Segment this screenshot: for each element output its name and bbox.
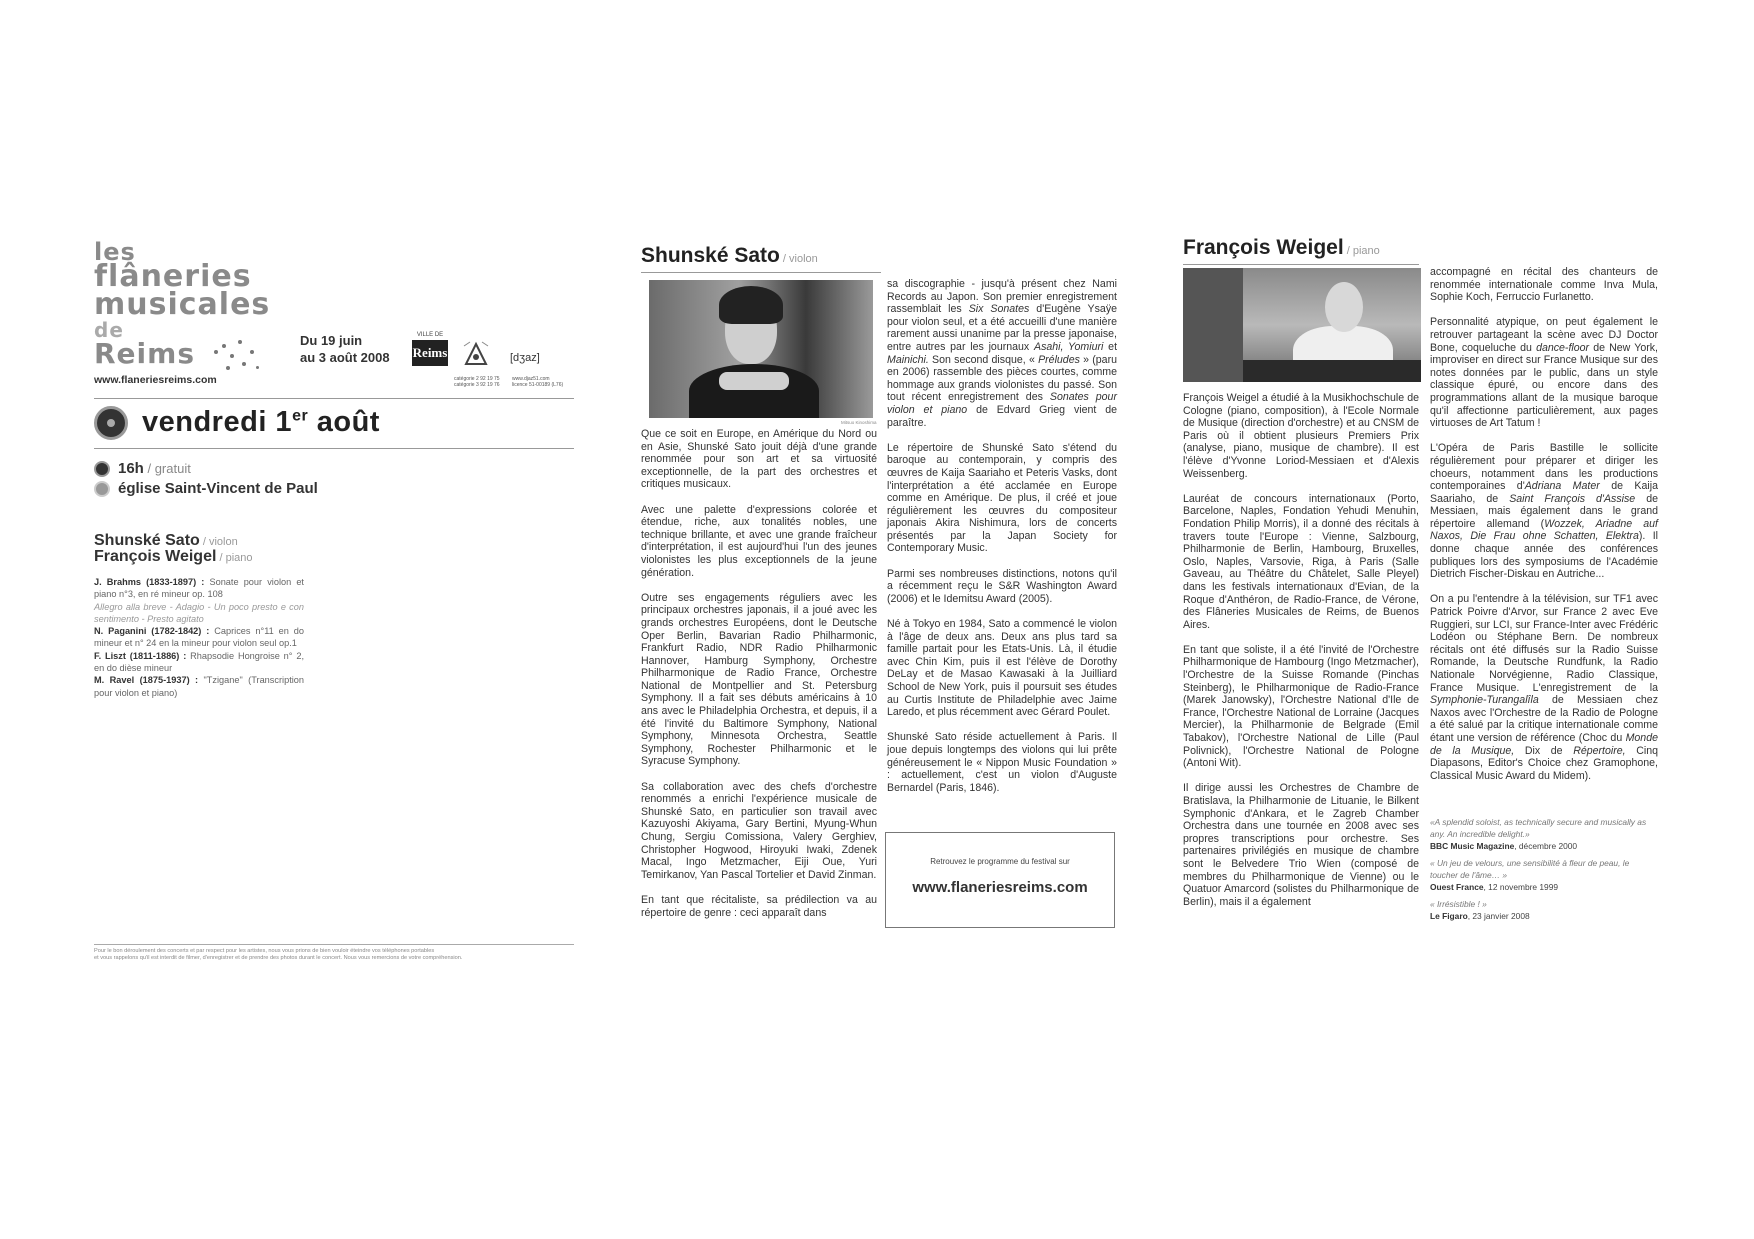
concert-day: vendredi 1	[142, 406, 293, 438]
quote-date: , 12 novembre 1999	[1483, 882, 1559, 892]
footer-divider	[94, 944, 574, 945]
performer-role: / violon	[199, 536, 238, 548]
bio-paragraph: Sa collaboration avec des chefs d'orchestre renommés a enrichi l'expérience musicale de Shunské Sato, en particulier son travail avec Kazuyoshi Akiyama, Gary Bertini, Myung-Whun Chung, Sergiu Comissiona, Valery Gerghiev, Christopher Hogwood, Hiroyuki Iwaki, Zdenek Macal, Ingo Metzmacher, Eiji Oue, Yuri Temirkanov, Yan Pascal Tortelier et David Zinman.	[641, 780, 877, 881]
programme-list	[94, 576, 304, 699]
bio-paragraph: Parmi ses nombreuses distinctions, notons qu'il a récemment reçu le S&R Washington Award (2006) et le Idemitsu Award (2005).	[887, 567, 1117, 605]
record-disc-icon	[94, 406, 128, 440]
title-divider	[641, 272, 881, 273]
time-bullet-icon	[94, 461, 110, 477]
work-title: Sonate pour violon et piano n°3, en ré mineur op. 108	[94, 577, 304, 600]
performer-weigel	[94, 548, 253, 566]
quote-date: , décembre 2000	[1514, 841, 1578, 851]
sato-column-2	[887, 278, 1117, 807]
work-movements: Allegro alla breve - Adagio - Un poco presto e con sentimento - Presto agitato	[94, 601, 304, 624]
logo-word-musicales: musicales	[94, 287, 271, 322]
bio-paragraph: François Weigel a étudié à la Musikhochschule de Cologne (piano, composition), à l'Ecole Normale de Musique (direction d'orchestre) et au CNSM de Paris où il obtient plusieurs Premiers Prix (analyse, piano, musique de chambre). Il est l'élève d'Yvonne Loriod-Messiaen et d'Alexis Weissenberg.	[1183, 392, 1419, 480]
ville-logo-name: Reims	[412, 340, 448, 366]
concert-programme-panel	[94, 240, 574, 960]
ville-logo-top: VILLE DE	[416, 332, 444, 338]
press-quote	[1430, 816, 1658, 852]
bio-paragraph: Avec une palette d'expressions colorée et étendue, riche, aux tonalités nobles, une technique brillante, et avec une grande fraîcheur d'interprétation, il est aujourd'hui l'un des jeunes violonistes les plus exceptionnels de la jeune génération.	[641, 503, 877, 579]
bio-paragraph: Né à Tokyo en 1984, Sato a commencé le violon à l'âge de deux ans. Deux ans plus tard sa famille partait pour les Etats-Unis. Là, il étudie avec Chin Kim, puis il est l'élève de Dorothy DeLay et de Masao Kawasaki à la Juilliard School de New York, puis il poursuit ses études au Curtis Institute de Philadelphie avec Jaime Laredo, et plus récemment avec Gérard Poulet.	[887, 618, 1117, 719]
promo-label: Retrouvez le programme du festival sur	[930, 857, 1070, 866]
press-quote	[1430, 857, 1658, 893]
arts-emblem-icon	[462, 340, 490, 368]
place-bullet-icon	[94, 481, 110, 497]
weigel-column-1	[1183, 392, 1419, 921]
concert-time: 16h	[118, 460, 144, 477]
sato-column-1	[641, 428, 877, 932]
weigel-column-2	[1430, 266, 1658, 795]
concert-price: / gratuit	[143, 461, 191, 476]
composer: J. Brahms (1833-1897) :	[94, 577, 205, 587]
quote-date: , 23 janvier 2008	[1467, 911, 1530, 921]
photo-credit: Mitsuo Kinoshima	[841, 420, 877, 425]
bio-paragraph: Que ce soit en Europe, en Amérique du Nord ou en Asie, Shunské Sato jouit déjà d'une grande renommée pour son art et sa virtuosité exceptionnelle, de la part des orchestres et critiques musicaux.	[641, 428, 877, 491]
press-quotes	[1430, 816, 1658, 927]
festival-dates	[300, 332, 390, 366]
concert-place: église Saint-Vincent de Paul	[118, 480, 318, 497]
concert-month: août	[308, 406, 380, 438]
performer-role: / piano	[216, 552, 253, 564]
concert-day-suffix: er	[292, 407, 309, 425]
programme-item	[94, 576, 304, 625]
notice-line: et vous rappelons qu'il est interdit de filmer, d'enregistrer et de prendre des photos durant le concert. Nous vous remercions de votre compréhension.	[94, 955, 463, 961]
title-divider	[1183, 264, 1419, 265]
programme-item	[94, 674, 304, 699]
logo-dots-decoration	[212, 336, 262, 376]
logo-word-de: de	[94, 318, 124, 342]
artist-role: / piano	[1343, 245, 1380, 257]
promo-url-link[interactable]: www.flaneriesreims.com	[912, 879, 1088, 896]
bio-paragraph: Outre ses engagements réguliers avec les principaux orchestres japonais, il a joué avec les grands orchestres Européens, dont le Deutsche Oper Berlin, Bavarian Radio Philharmonic, Frankfurt Radio, NDR Radio Philharmonic Hannover, Hamburg Symphony, Orchestre Philharmonique de Radio France, Orchestre National de Montpellier and St. Petersburg Symphony. Il a fait ses débuts américains à 10 ans avec le Philadelphia Orchestra, et depuis, il a été l'invité du Baltimore Symphony, National Symphony, Minnesota Orchestra, Seattle Symphony, Rochester Philharmonic et le Syracuse Symphony.	[641, 591, 877, 768]
sato-portrait-photo	[649, 280, 873, 418]
bio-paragraph: L'Opéra de Paris Bastille le sollicite régulièrement pour préparer et diriger les choeurs, notamment dans les productions contemporaines d'Adriana Mater de Kaija Saariaho, de Saint François d'Assise de Messiaen, mais également dans le grand répertoire allemand (Wozzek, Ariadne auf Naxos, Die Frau ohne Schatten, Elektra). Il donne chaque année des conférences publiques lors des symposiums de l'Académie Dietrich Fischer-Diskau en Autriche...	[1430, 442, 1658, 581]
artist-name: François Weigel	[1183, 236, 1344, 259]
category-line: catégorie 2 92 19 75	[454, 376, 500, 382]
concert-time-row	[94, 460, 191, 478]
quote-source: BBC Music Magazine	[1430, 841, 1515, 851]
web-line: www.djaz51.com	[512, 376, 550, 382]
bio-paragraph: En tant que soliste, il a été l'invité de l'Orchestre Philharmonique de Hambourg (Ingo Metzmacher), l'Orchestre de la Suisse Romande (Pinchas Steinberg), le Philharmonique de Radio-France (Marek Janowsky), l'Orchestre National d'Ile de France, l'Orchestre National de Lorraine (Jacques Mercier), la Philharmonie de Belgrade (Emil Tabakov), l'Orchestre National de Lille (Paul Polivnick), l'Orchestre National de Pologne (Antoni Wit).	[1183, 643, 1419, 770]
programme-item	[94, 650, 304, 675]
bio-paragraph: Shunské Sato réside actuellement à Paris. Il joue depuis longtemps des violons qui lui prête généreusement le « Nippon Music Foundation » : actuellement, c'est un violon d'Auguste Bernardel (Paris, 1846).	[887, 731, 1117, 794]
bio-paragraph: On a pu l'entendre à la télévision, sur TF1 avec Patrick Poivre d'Arvor, sur France 2 avec Eve Ruggieri, sur LCI, sur France-Inter avec Frédéric Lodéon ou Stéphane Bern. De nombreux récitals ont été diffusés sur la Radio Suisse Romande, la Deutsche Rundfunk, la Radio Nationale Norvégienne, Radio Classique, France Musique. L'enregistrement de la Symphonie-Turangalîla de Messiaen chez Naxos avec l'Orchestre de la Radio de Pologne a été salué par la critique internationale comme étant une version de référence (Choc du Monde de la Musique, Dix de Répertoire, Cinq Diapasons, Editor's Choice chez Gramophone, Classical Music Award du Midem).	[1430, 593, 1658, 782]
programme-item	[94, 625, 304, 650]
artist-title-weigel	[1183, 236, 1380, 260]
phone-notice	[94, 948, 574, 962]
logo-word-reims: Reims	[94, 337, 195, 370]
sato-biography-panel	[641, 244, 1121, 944]
logo-word-flaneries: flâneries	[94, 259, 252, 294]
bio-paragraph: En tant que récitaliste, sa prédilection va au répertoire de genre : ceci apparaît dans	[641, 893, 877, 919]
artist-title-sato	[641, 244, 818, 268]
logo-word-les: les	[94, 238, 136, 266]
quote-text: « Un jeu de velours, une sensibilité à fleur de peau, le toucher de l'âme… »	[1430, 858, 1630, 880]
djaz-logo: [dʒaz]	[510, 352, 540, 364]
web-line: licence 51-00189 (L76)	[512, 382, 564, 388]
notice-line: Pour le bon déroulement des concerts et par respect pour les artistes, nous vous prions de bien vouloir éteindre vos téléphones portables	[94, 948, 435, 954]
quote-text: «A splendid soloist, as technically secure and musically as any. An incredible delight.»	[1430, 817, 1647, 839]
bio-paragraph: accompagné en récital des chanteurs de renommée internationale comme Inva Mula, Sophie Koch, Ferruccio Furlanetto.	[1430, 266, 1658, 304]
artist-role: / violon	[779, 253, 818, 265]
composer: M. Ravel (1875-1937) :	[94, 675, 199, 686]
djaz-web-info	[512, 376, 563, 388]
work-title: Caprices n°11 en do mineur et n° 24 en la mineur pour violon seul op.1	[94, 626, 304, 649]
weigel-portrait-photo	[1183, 268, 1421, 382]
bio-paragraph: Personnalité atypique, on peut également le retrouver partageant la scène avec DJ Doctor Bone, coqueluche du dance-floor de New York, improviser en direct sur France Musique sur des notes données par le public, dans un style classique épuré, ou encore dans des programmations allant de la musique baroque qu'il affectionne particulièrement, aux pages virtuoses de Art Tatum !	[1430, 316, 1658, 430]
ville-de-reims-logo	[412, 332, 448, 372]
date-divider	[94, 448, 574, 449]
concert-date	[142, 406, 380, 439]
bio-paragraph: Il dirige aussi les Orchestres de Chambre de Bratislava, la Philharmonie de Lituanie, le Bilkent Symphonic d'Ankara, et le Zagreb Chamber Orchestra dans une tournée en 2008 avec ses propres transcriptions pour orchestre. Ses partenaires privilégiés en musique de chambre sont le Belvedere Trio Wien (composé de membres du Philharmonique de Vienne) ou le Quatuor Amarcord (solistes du Philharmonique de Berlin), mais il a également	[1183, 782, 1419, 908]
category-line: catégorie 3 92 19 76	[454, 382, 500, 388]
licence-categories	[454, 376, 500, 388]
festival-url[interactable]: www.flaneriesreims.com	[94, 374, 217, 386]
work-title: Rhapsodie Hongroise n° 2, en do dièse mineur	[94, 650, 304, 674]
press-quote	[1430, 898, 1658, 922]
artist-name: Shunské Sato	[641, 244, 780, 267]
weigel-biography-panel	[1183, 236, 1663, 936]
quote-source: Ouest France	[1430, 882, 1484, 892]
composer: F. Liszt (1811-1886) :	[94, 650, 187, 661]
composer: N. Paganini (1782-1842) :	[94, 626, 210, 637]
header-divider	[94, 398, 574, 399]
quote-source: Le Figaro	[1430, 911, 1468, 921]
date-start: Du 19 juin	[300, 333, 363, 348]
performer-name: Shunské Sato	[94, 532, 200, 549]
date-end: au 3 août 2008	[300, 350, 390, 365]
bio-paragraph: sa discographie - jusqu'à présent chez Nami Records au Japon. Son premier enregistrement rassemblait les Six Sonates d'Eugène Ysaÿe pour violon seul, et a été accueilli d'une manière rarement aussi unanime par la presse japonaise, entre autres par les journaux Asahi, Yomiuri et Mainichi. Son second disque, « Préludes » (paru en 2006) rassemble des pièces courtes, comme hommage aux grands violonistes du passé. Son tout récent enregistrement des Sonates pour violon et piano de Edvard Grieg vient de paraître.	[887, 278, 1118, 429]
performer-name: François Weigel	[94, 548, 217, 565]
concert-place-row	[94, 480, 318, 497]
quote-text: « Irrésistible ! »	[1430, 899, 1487, 909]
bio-paragraph: Le répertoire de Shunské Sato s'étend du baroque au contemporain, y compris des œuvres de Kaija Saariaho et Peteris Vasks, dont l'interprétation a été acclamée en Europe comme en Amérique. De plus, il créé et joue régulièrement les œuvres du compositeur japonais Akira Nishimura, lors de concerts présentés par la Japan Society for Contemporary Music.	[887, 441, 1117, 555]
festival-promo-box	[885, 832, 1115, 928]
work-title: "Tzigane" (Transcription pour violon et piano)	[94, 675, 305, 698]
bio-paragraph: Lauréat de concours internationaux (Porto, Barcelone, Naples, Fondation Yehudi Menuhin, Fondation Philip Morris), il a donné des récitals à travers toute l'Europe : Vienne, Salzbourg, Philharmonie de Berlin, Hambourg, Bruxelles, Oslo, Naples, Varsovie, Riga, à Paris (Salle Gaveau, au Théâtre du Châtelet, Salle Pleyel) dans les festivals internationaux d'Evian, de la Roque d'Anthéron, de Radio-France, de Vérone, des Flâneries Musicales de Reims, de Buenos Aires.	[1183, 492, 1419, 631]
